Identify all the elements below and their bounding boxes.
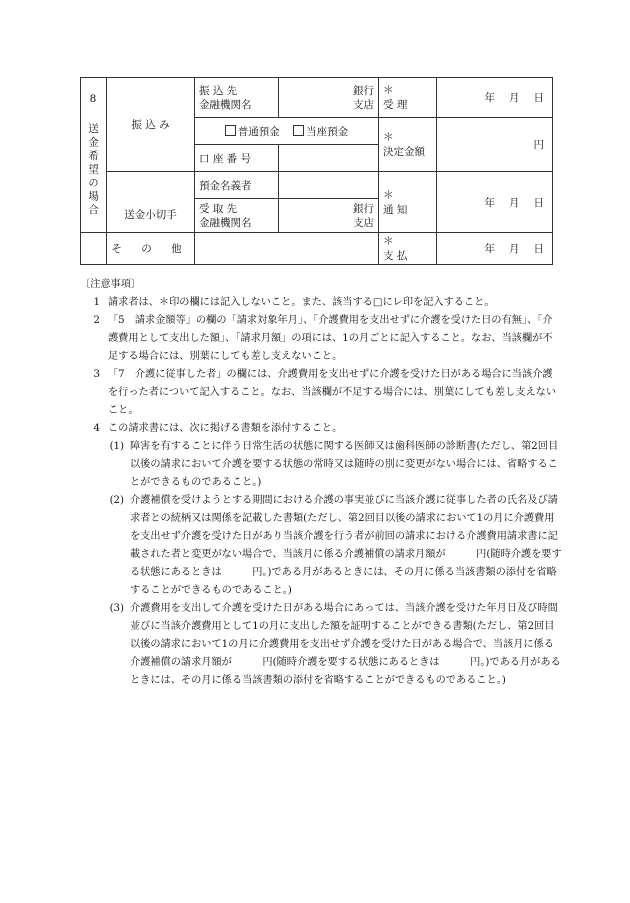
recipient-label <box>195 199 279 233</box>
recipient-label-line2: 金融機関名 <box>199 216 252 229</box>
note-item <box>84 294 562 312</box>
day-label: 日 <box>533 196 544 209</box>
bank-label-line1: 振 込 先 <box>199 84 238 97</box>
note-item <box>84 366 562 420</box>
tsuchi-label <box>379 172 437 233</box>
bank-name-field[interactable] <box>279 78 379 118</box>
account-number-field[interactable] <box>279 145 379 172</box>
star-mark: ＊ <box>383 84 394 96</box>
subnote-number: (1) <box>109 441 124 452</box>
kettei-label <box>379 118 437 172</box>
sonota-field[interactable] <box>195 233 379 265</box>
futsu-checkbox[interactable] <box>225 125 236 136</box>
note-number: 2 <box>93 315 100 326</box>
note-number: 4 <box>93 423 100 434</box>
subnote-text: 介護費用を支出して介護を受けた日がある場合にあっては、当該介護を受けた年月日及び時間並びに当該介護費用として1の月に支出した額を証明することができる書類(ただし、第2回目以後の請求において1の月に介護費用を支出せず介護を受けた日がある場合で、当該月に係る介護補償の請求月額が 円(随時介護を要する状態にあるときは 円。)である月があるときには、その月に係る当該書類の添付を省略することができるものであること。) <box>130 603 561 686</box>
note-item <box>84 420 562 438</box>
section-label: 8 送金希望の場合 <box>81 78 107 233</box>
juri-text: 受 理 <box>383 99 408 111</box>
account-holder-field[interactable] <box>279 172 379 199</box>
juri-date-field[interactable] <box>437 78 553 118</box>
shiharai-label <box>379 233 437 265</box>
yen-label: 円 <box>533 139 544 151</box>
notes-section <box>80 276 562 690</box>
tsuchi-date-field[interactable] <box>437 172 553 233</box>
bank-label <box>195 78 279 118</box>
ginko-label: 銀行 <box>353 84 374 97</box>
notes-heading: 〔注意事項〕 <box>80 279 142 290</box>
subnote-item <box>102 600 562 690</box>
subnote-number: (3) <box>109 603 124 614</box>
kogitte-label: 送金小切手 <box>107 172 195 233</box>
toza-label: 当座預金 <box>306 125 349 138</box>
subnote-text: 介護補償を受けようとする期間における介護の事実並びに当該介護に従事した者の氏名及び請求者との続柄又は関係を記載した書類(ただし、第2回目以後の請求において1の月に介護費用を支出せず介護を受けた日があり当該介護を行う者が前回の請求における介護費用請求書に記載された者と変更がない場合で、当該月に係る介護補償の請求月額が 円(随時介護を要する状態にあるときは 円。)である月があるときには、その月に係る当該書類の添付を省略することができるものであること。) <box>130 495 562 596</box>
month-label: 月 <box>509 243 520 255</box>
toza-checkbox[interactable] <box>293 125 304 136</box>
subnote-text: 障害を有することに伴う日常生活の状態に関する医師又は歯科医師の診断書(ただし、第2回目以後の請求において介護を要する状態の常時又は随時の別に変更がない場合には、省略することができるものであること。) <box>130 441 559 488</box>
account-type-row <box>195 118 379 145</box>
futsu-label: 普通預金 <box>237 125 280 138</box>
bank-label-line2: 金融機関名 <box>199 98 252 111</box>
recipient-label-line1: 受 取 先 <box>199 202 238 215</box>
month-label: 月 <box>509 196 520 209</box>
account-number-label: 口 座 番 号 <box>195 145 279 172</box>
star-mark: ＊ <box>383 188 394 201</box>
tsuchi-text: 通 知 <box>383 203 408 216</box>
year-label: 年 <box>484 243 495 255</box>
remittance-table <box>80 77 553 265</box>
subnote-item <box>102 438 562 492</box>
day-label: 日 <box>533 243 544 255</box>
subnote-item <box>102 492 562 600</box>
ginko-label: 銀行 <box>353 202 374 215</box>
day-label: 日 <box>533 92 544 104</box>
note-item <box>84 312 562 366</box>
shiten-label: 支店 <box>353 98 374 111</box>
note-number: 1 <box>93 297 100 308</box>
kettei-text: 決定金額 <box>383 146 425 158</box>
note-text: 請求者は、＊印の欄には記入しないこと。また、該当する□にレ印を記入すること。 <box>108 297 495 308</box>
recipient-bank-field[interactable] <box>279 199 379 233</box>
note-number: 3 <box>93 369 100 380</box>
furikomi-label: 振 込 み <box>107 78 195 172</box>
account-holder-label: 預金名義者 <box>195 172 279 199</box>
note-text: 「5 請求金額等」の欄の「請求対象年月」、「介護費用を支出せずに介護を受けた日の有無」、「介護費用として支出した額」、「請求月額」の項には、1の月ごとに記入すること。なお、当該欄が不足する場合には、別葉にしても差し支えないこと。 <box>108 315 553 362</box>
note-text: 「7 介護に従事した者」の欄には、介護費用を支出せずに介護を受けた日がある場合に当該介護を行った者について記入すること。なお、当該欄が不足する場合には、別葉にしても差し支えないこと。 <box>108 369 557 416</box>
kettei-amount-field[interactable] <box>437 118 553 172</box>
month-label: 月 <box>509 92 520 104</box>
sonota-label: そ の 他 <box>107 233 195 265</box>
shiharai-date-field[interactable] <box>437 233 553 265</box>
shiharai-text: 支 払 <box>383 250 408 262</box>
star-mark: ＊ <box>383 131 394 143</box>
note-text: この請求書には、次に掲げる書類を添付すること。 <box>108 423 343 434</box>
year-label: 年 <box>484 196 495 209</box>
shiten-label: 支店 <box>353 216 374 229</box>
star-mark: ＊ <box>383 235 394 247</box>
juri-label <box>379 78 437 118</box>
year-label: 年 <box>484 92 495 104</box>
subnote-number: (2) <box>109 495 124 506</box>
